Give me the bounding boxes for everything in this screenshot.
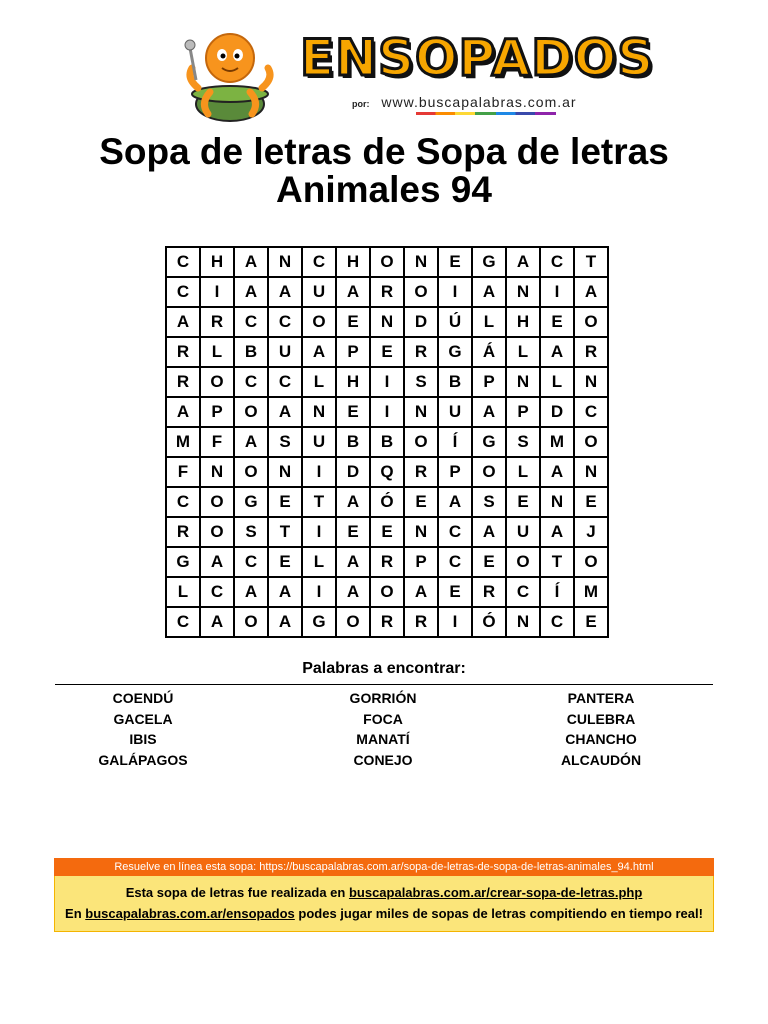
grid-cell[interactable]: N (540, 487, 574, 517)
grid-cell[interactable]: A (506, 247, 540, 277)
grid-cell[interactable]: S (472, 487, 506, 517)
grid-cell[interactable]: A (234, 247, 268, 277)
grid-cell[interactable]: L (302, 547, 336, 577)
grid-cell[interactable]: I (302, 517, 336, 547)
grid-cell[interactable]: P (200, 397, 234, 427)
grid-cell[interactable]: A (404, 577, 438, 607)
grid-cell[interactable]: N (268, 457, 302, 487)
grid-cell[interactable]: Ó (472, 607, 506, 637)
grid-cell[interactable]: S (268, 427, 302, 457)
grid-cell[interactable]: A (472, 517, 506, 547)
grid-cell[interactable]: A (472, 397, 506, 427)
grid-cell[interactable]: H (506, 307, 540, 337)
grid-cell[interactable]: S (506, 427, 540, 457)
grid-row (166, 517, 608, 547)
grid-cell[interactable]: C (540, 247, 574, 277)
grid-cell[interactable]: N (506, 607, 540, 637)
grid-cell[interactable]: H (200, 247, 234, 277)
grid-cell[interactable]: N (506, 277, 540, 307)
grid-cell[interactable]: B (370, 427, 404, 457)
grid-cell[interactable]: L (302, 367, 336, 397)
grid-cell[interactable]: E (268, 487, 302, 517)
grid-cell[interactable]: A (268, 397, 302, 427)
grid-cell[interactable]: C (268, 367, 302, 397)
grid-cell[interactable]: C (438, 517, 472, 547)
grid-row (166, 277, 608, 307)
grid-cell[interactable]: F (166, 457, 200, 487)
grid-cell[interactable]: C (234, 367, 268, 397)
grid-cell[interactable]: A (472, 277, 506, 307)
grid-row (166, 367, 608, 397)
grid-cell[interactable]: R (200, 307, 234, 337)
footer-line-1: Esta sopa de letras fue realizada en buscapalabras.com.ar/crear-sopa-de-letras.php (125, 885, 643, 900)
grid-cell[interactable]: I (370, 367, 404, 397)
title-line-1: Sopa de letras de Sopa de letras (99, 131, 669, 172)
grid-cell[interactable]: R (370, 607, 404, 637)
grid-cell[interactable]: B (234, 337, 268, 367)
word-item: COENDÚ (112, 690, 174, 706)
grid-cell[interactable]: C (234, 547, 268, 577)
grid-cell[interactable]: I (302, 457, 336, 487)
grid-cell[interactable]: A (438, 487, 472, 517)
grid-cell[interactable]: O (200, 487, 234, 517)
grid-cell[interactable]: F (200, 427, 234, 457)
grid-cell[interactable]: A (200, 607, 234, 637)
grid-cell[interactable]: I (438, 277, 472, 307)
grid-cell[interactable]: L (540, 367, 574, 397)
grid-cell[interactable]: E (472, 547, 506, 577)
grid-cell[interactable]: C (166, 607, 200, 637)
grid-cell[interactable]: O (574, 307, 608, 337)
grid-cell[interactable]: M (574, 577, 608, 607)
grid-cell[interactable]: T (540, 547, 574, 577)
grid-cell[interactable]: N (370, 307, 404, 337)
grid-cell[interactable]: D (336, 457, 370, 487)
grid-cell[interactable]: N (302, 397, 336, 427)
brand-logo: ENSOPADOS (300, 29, 655, 87)
ensopados-link[interactable]: buscapalabras.com.ar/ensopados (85, 906, 295, 921)
title-line-2: Animales 94 (276, 169, 492, 210)
grid-cell[interactable]: A (540, 337, 574, 367)
grid-cell[interactable]: R (370, 277, 404, 307)
word-item: FOCA (363, 710, 403, 727)
grid-cell[interactable]: Í (438, 427, 472, 457)
grid-cell[interactable]: Á (472, 337, 506, 367)
grid-cell[interactable]: I (540, 277, 574, 307)
grid-cell[interactable]: C (268, 307, 302, 337)
grid-cell[interactable]: N (404, 397, 438, 427)
grid-cell[interactable]: E (404, 487, 438, 517)
grid-cell[interactable]: I (438, 607, 472, 637)
grid-cell[interactable]: E (336, 307, 370, 337)
grid-cell[interactable]: E (370, 517, 404, 547)
grid-row (166, 247, 608, 277)
word-item: PANTERA (567, 690, 635, 706)
grid-cell[interactable]: G (438, 337, 472, 367)
grid-cell[interactable]: O (472, 457, 506, 487)
grid-cell[interactable]: C (166, 487, 200, 517)
grid-cell[interactable]: R (166, 337, 200, 367)
grid-row (166, 607, 608, 637)
grid-cell[interactable]: O (404, 427, 438, 457)
grid-cell[interactable]: N (506, 367, 540, 397)
grid-cell[interactable]: C (540, 607, 574, 637)
grid-cell[interactable]: E (268, 547, 302, 577)
grid-cell[interactable]: A (336, 547, 370, 577)
grid-cell[interactable]: O (200, 517, 234, 547)
grid-cell[interactable]: T (268, 517, 302, 547)
footer-banner (54, 858, 714, 932)
divider (55, 684, 713, 685)
rainbow-underline (416, 112, 556, 115)
grid-cell[interactable]: O (370, 247, 404, 277)
page-title (0, 133, 768, 209)
grid-cell[interactable]: B (438, 367, 472, 397)
grid-cell[interactable]: A (336, 487, 370, 517)
grid-cell[interactable]: L (200, 337, 234, 367)
grid-cell[interactable]: L (506, 457, 540, 487)
grid-cell[interactable]: N (574, 457, 608, 487)
grid-cell[interactable]: N (574, 367, 608, 397)
grid-cell[interactable]: C (438, 547, 472, 577)
grid-cell[interactable]: C (506, 577, 540, 607)
grid-cell[interactable]: A (234, 277, 268, 307)
grid-cell[interactable]: A (336, 277, 370, 307)
grid-cell[interactable]: I (200, 277, 234, 307)
grid-row (166, 397, 608, 427)
grid-cell[interactable]: N (404, 247, 438, 277)
grid-cell[interactable]: O (200, 367, 234, 397)
grid-cell[interactable]: A (302, 337, 336, 367)
grid-cell[interactable]: H (336, 247, 370, 277)
grid-cell[interactable]: O (574, 547, 608, 577)
grid-cell[interactable]: U (302, 277, 336, 307)
grid-cell[interactable]: L (472, 307, 506, 337)
grid-cell[interactable]: M (540, 427, 574, 457)
grid-cell[interactable]: C (234, 307, 268, 337)
grid-cell[interactable]: C (166, 277, 200, 307)
word-item: CULEBRA (566, 710, 636, 727)
grid-cell[interactable]: T (302, 487, 336, 517)
grid-cell[interactable]: D (540, 397, 574, 427)
grid-cell[interactable]: R (370, 547, 404, 577)
grid-cell[interactable]: O (506, 547, 540, 577)
grid-cell[interactable]: G (472, 427, 506, 457)
create-link[interactable]: buscapalabras.com.ar/crear-sopa-de-letras.php (348, 885, 643, 900)
word-item: MANATÍ (356, 731, 410, 747)
grid-cell[interactable]: A (574, 277, 608, 307)
grid-cell[interactable]: R (166, 517, 200, 547)
byline-por: por: (352, 99, 370, 109)
word-item: GACELA (113, 710, 173, 727)
grid-cell[interactable]: G (302, 607, 336, 637)
grid-cell[interactable]: E (370, 337, 404, 367)
grid-cell[interactable]: R (404, 457, 438, 487)
grid-cell[interactable]: N (200, 457, 234, 487)
grid-cell[interactable]: E (438, 247, 472, 277)
word-item: CONEJO (353, 751, 413, 768)
grid-cell[interactable]: N (268, 247, 302, 277)
grid-cell[interactable]: P (404, 547, 438, 577)
grid-row (166, 487, 608, 517)
grid-row (166, 337, 608, 367)
grid-cell[interactable]: A (540, 517, 574, 547)
grid-cell[interactable]: P (336, 337, 370, 367)
grid-cell[interactable]: C (302, 247, 336, 277)
solve-online-link[interactable]: Resuelve en línea esta sopa: https://buscapalabras.com.ar/sopa-de-letras-de-sopa-de-letras-animales_94.html (54, 858, 714, 876)
word-search-grid (165, 246, 609, 638)
word-item: CHANCHO (565, 731, 637, 747)
grid-cell[interactable]: A (166, 397, 200, 427)
grid-cell[interactable]: O (336, 607, 370, 637)
grid-cell[interactable]: A (540, 457, 574, 487)
grid-cell[interactable]: C (200, 577, 234, 607)
grid-cell[interactable]: C (166, 247, 200, 277)
grid-cell[interactable]: O (234, 397, 268, 427)
word-item: IBIS (129, 731, 157, 747)
grid-cell[interactable]: Ó (370, 487, 404, 517)
grid-cell[interactable]: I (302, 577, 336, 607)
grid-cell[interactable]: E (336, 397, 370, 427)
grid-cell[interactable]: A (268, 277, 302, 307)
grid-cell[interactable]: G (472, 247, 506, 277)
header (180, 28, 655, 123)
grid-cell[interactable]: O (370, 577, 404, 607)
grid-cell[interactable]: D (404, 307, 438, 337)
word-item: GALÁPAGOS (98, 751, 188, 768)
grid-cell[interactable]: E (438, 577, 472, 607)
grid-cell[interactable]: S (234, 517, 268, 547)
grid-cell[interactable]: E (540, 307, 574, 337)
grid-cell[interactable]: O (574, 427, 608, 457)
grid-cell[interactable]: E (574, 607, 608, 637)
grid-row (166, 547, 608, 577)
grid-cell[interactable]: T (574, 247, 608, 277)
byline (352, 94, 577, 110)
words-title: Palabras a encontrar: (302, 660, 466, 677)
grid-cell[interactable]: U (268, 337, 302, 367)
word-item: ALCAUDÓN (560, 751, 642, 768)
grid-cell[interactable]: A (268, 577, 302, 607)
grid-cell[interactable]: P (438, 457, 472, 487)
grid-cell[interactable]: Q (370, 457, 404, 487)
grid-cell[interactable]: R (574, 337, 608, 367)
grid-cell[interactable]: O (404, 277, 438, 307)
grid-cell[interactable]: R (404, 337, 438, 367)
grid-cell[interactable]: Ú (438, 307, 472, 337)
grid-cell[interactable]: A (200, 547, 234, 577)
grid-cell[interactable]: R (472, 577, 506, 607)
grid-row (166, 427, 608, 457)
grid-cell[interactable]: E (336, 517, 370, 547)
grid-cell[interactable]: P (506, 397, 540, 427)
grid-cell[interactable]: O (302, 307, 336, 337)
grid-cell[interactable]: G (234, 487, 268, 517)
grid-cell[interactable]: E (506, 487, 540, 517)
footer-info (54, 876, 714, 932)
grid-row (166, 307, 608, 337)
grid-cell[interactable]: B (336, 427, 370, 457)
grid-cell[interactable]: A (234, 427, 268, 457)
grid-cell[interactable]: A (166, 307, 200, 337)
grid-cell[interactable]: R (404, 607, 438, 637)
grid-cell[interactable]: H (336, 367, 370, 397)
grid-cell[interactable]: A (234, 577, 268, 607)
grid-cell[interactable]: J (574, 517, 608, 547)
grid-cell[interactable]: C (574, 397, 608, 427)
grid-cell[interactable]: U (438, 397, 472, 427)
grid-cell[interactable]: U (506, 517, 540, 547)
footer-line-2: En buscapalabras.com.ar/ensopados podes jugar miles de sopas de letras compitiendo en tiempo real! (65, 906, 703, 921)
grid-cell[interactable]: O (234, 457, 268, 487)
byline-domain: www.buscapalabras.com.ar (381, 94, 577, 110)
grid-cell[interactable]: L (506, 337, 540, 367)
grid-row (166, 457, 608, 487)
word-item: GORRIÓN (349, 690, 417, 706)
grid-row (166, 577, 608, 607)
grid-cell[interactable]: I (370, 397, 404, 427)
grid-cell[interactable]: E (574, 487, 608, 517)
grid-cell[interactable]: O (234, 607, 268, 637)
grid-cell[interactable]: Í (540, 577, 574, 607)
grid-cell[interactable]: R (166, 367, 200, 397)
grid-cell[interactable]: M (166, 427, 200, 457)
grid-cell[interactable]: S (404, 367, 438, 397)
grid-cell[interactable]: L (166, 577, 200, 607)
grid-cell[interactable]: N (404, 517, 438, 547)
grid-cell[interactable]: P (472, 367, 506, 397)
grid-cell[interactable]: A (336, 577, 370, 607)
grid-cell[interactable]: G (166, 547, 200, 577)
octopus-mascot-icon (180, 28, 280, 123)
grid-cell[interactable]: U (302, 427, 336, 457)
grid-cell[interactable]: A (268, 607, 302, 637)
